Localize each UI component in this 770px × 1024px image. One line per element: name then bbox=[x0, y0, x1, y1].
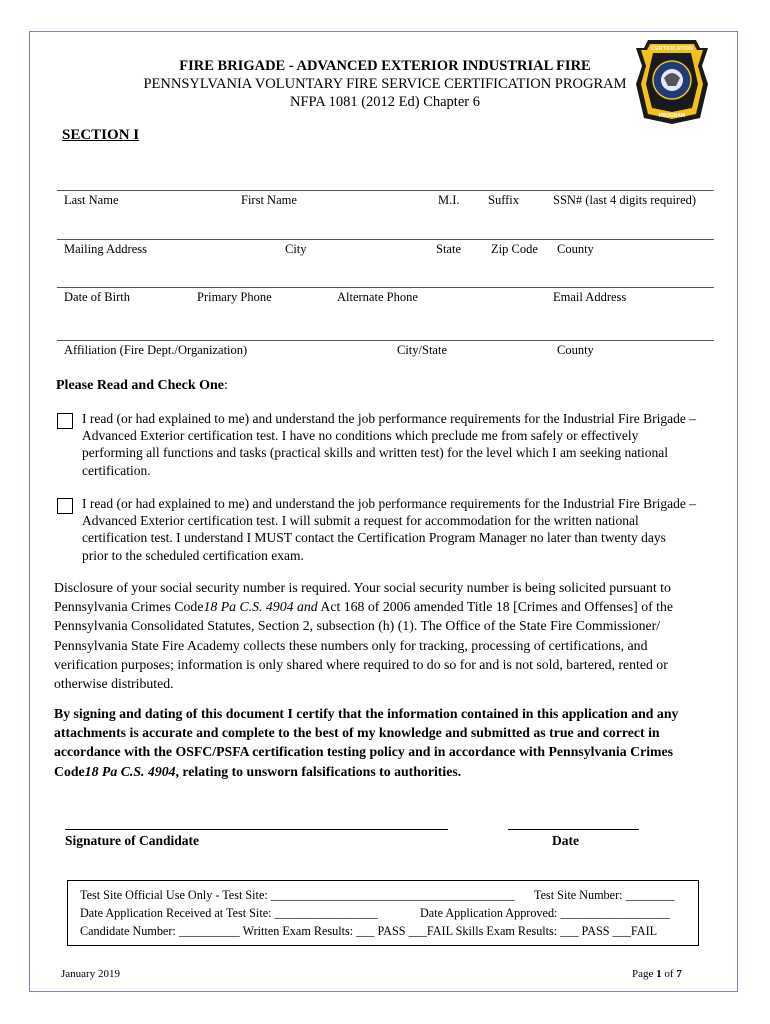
section-title: SECTION I bbox=[62, 127, 140, 143]
date-line[interactable] bbox=[508, 829, 639, 830]
field-line[interactable] bbox=[57, 190, 714, 191]
city-state-label: City/State bbox=[397, 343, 447, 357]
program-name: PENNSYLVANIA VOLUNTARY FIRE SERVICE CERTIFICATION PROGRAM bbox=[143, 76, 627, 92]
field-line[interactable] bbox=[57, 287, 714, 288]
primary-phone-label: Primary Phone bbox=[197, 290, 272, 304]
page-number: Page 1 of 7 bbox=[632, 968, 682, 980]
test-site-line: Test Site Official Use Only - Test Site: ________________________________________ bbox=[80, 888, 515, 902]
exam-results-line: Candidate Number: __________ Written Exam Results: ___ PASS ___FAIL Skills Exam Results: ___ PASS ___FAIL bbox=[80, 924, 658, 938]
state-label: State bbox=[436, 242, 461, 256]
field-line[interactable] bbox=[57, 239, 714, 240]
date-of-birth-label: Date of Birth bbox=[64, 290, 130, 304]
county-label: County bbox=[557, 242, 594, 256]
certification-statement: By signing and dating of this document I certify that the information contained in this application and any attachments is accurate and complete to the best of my knowledge and submitted as true and correct in accordance with the OSFC/PSFA certification testing policy and in accordance with Pennsylvania Crimes Code18 Pa C.S. 4904, relating to unsworn falsifications to authorities. bbox=[54, 706, 679, 779]
first-name-label: First Name bbox=[241, 193, 297, 207]
logo-top-text: CERTIFICATION bbox=[650, 46, 694, 52]
last-name-label: Last Name bbox=[64, 193, 119, 207]
alternate-phone-label: Alternate Phone bbox=[337, 290, 418, 304]
field-line[interactable] bbox=[57, 340, 714, 341]
date-received-line: Date Application Received at Test Site: _________________ bbox=[80, 906, 379, 920]
affiliation-label: Affiliation (Fire Dept./Organization) bbox=[64, 343, 248, 357]
ssn-label: SSN# (last 4 digits required) bbox=[553, 193, 697, 207]
certification-program-logo bbox=[634, 38, 710, 124]
email-address-label: Email Address bbox=[553, 290, 627, 304]
check-one-heading: Please Read and Check One: bbox=[56, 378, 228, 393]
option-1-checkbox[interactable] bbox=[57, 413, 73, 429]
footer-date: January 2019 bbox=[61, 968, 120, 980]
official-use-box bbox=[67, 880, 699, 946]
middle-initial-label: M.I. bbox=[438, 193, 460, 207]
test-site-number-line: Test Site Number: ________ bbox=[534, 888, 675, 902]
ssn-disclosure-paragraph: Disclosure of your social security number is required. Your social security number is being solicited pursuant to Pennsylvania Crimes Code18 Pa C.S. 4904 and Act 168 of 2006 amended Title 18 [Crimes and Offenses] of the Pennsylvania Consolidated Statutes, Section 2, subsection (h) (1). The Office of the State Fire Commissioner/ Pennsylvania State Fire Academy collects these numbers only for tracking, processing of certifications, and verification purposes; information is only shared where required to do so for and is not sold, bartered, rented or otherwise distributed. bbox=[54, 580, 674, 692]
date-approved-line: Date Application Approved: __________________ bbox=[420, 906, 671, 920]
form-title: FIRE BRIGADE - ADVANCED EXTERIOR INDUSTRIAL FIRE bbox=[179, 58, 591, 74]
mailing-address-label: Mailing Address bbox=[64, 242, 147, 256]
date-label: Date bbox=[552, 833, 579, 848]
option-2-checkbox[interactable] bbox=[57, 498, 73, 514]
logo-bottom-text: PROGRAM bbox=[658, 113, 686, 119]
option-2-text: I read (or had explained to me) and understand the job performance requirements for the Industrial Fire Brigade – Advanced Exterior certification test. I will submit a request for accommodation for the written national certification test. I understand I MUST contact the Certification Program Manager no later than twenty days prior to the scheduled certification exam. bbox=[82, 496, 697, 563]
city-label: City bbox=[285, 242, 307, 256]
option-1-text: I read (or had explained to me) and understand the job performance requirements for the Industrial Fire Brigade – Advanced Exterior certification test. I have no conditions which preclude me from safely or effectively performing all functions and tasks (practical skills and written test) for the level which I am seeking national certification. bbox=[82, 411, 697, 478]
nfpa-standard: NFPA 1081 (2012 Ed) Chapter 6 bbox=[290, 94, 480, 110]
suffix-label: Suffix bbox=[488, 193, 520, 207]
county-label-2: County bbox=[557, 343, 594, 357]
signature-label: Signature of Candidate bbox=[65, 833, 200, 848]
signature-line[interactable] bbox=[65, 829, 448, 830]
zip-code-label: Zip Code bbox=[491, 242, 538, 256]
